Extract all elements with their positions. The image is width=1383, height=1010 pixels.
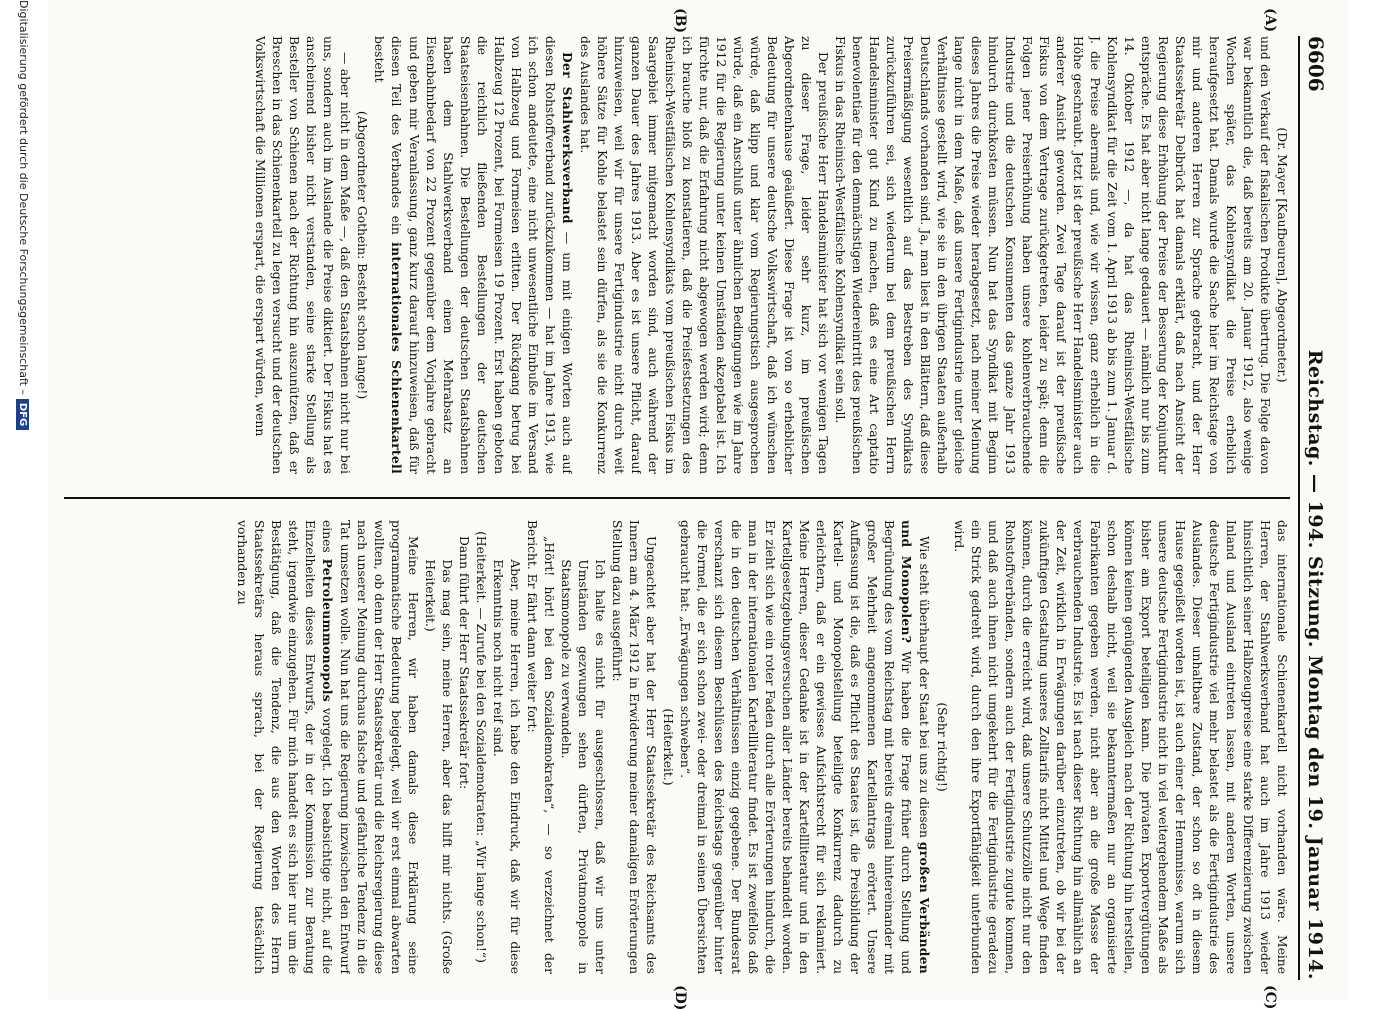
interjection: (Heiterkeit.) (661, 708, 675, 786)
paragraph: das internationale Schienenkartell nicht vorhanden wäre. Meine Herren, der Stahlwerksverband hat auch im Jahre 1913 wieder hinsichtlich seiner Halbzeugpreise eine starke Differenzierung zwischen Inland und Ausland eintreten lassen, mit anderen Worten, unsere deutsche Fertigindustrie viel mehr belastet als die Fertigindustrie des Auslandes. Dieser unhaltbare Zustand, der schon so oft in diesem Hause gegeißelt worden ist, ist auch einer der Hemmnisse, warum sich unsere deutsche Fertigindustrie nicht in viel weitergehendem Maße als bisher am Export beteiligen kann. Die privaten Exportvergütungen können keinen genügenden Ausgleich nach der Richtung hin herstellen, schon deshalb nicht, weil sie bekanntermaßen nur an organisierte Fabrikanten gegeben werden, nicht aber an die große Masse der verbrauchenden Industrie. Es ist nach dieser Richtung hin allmählich an der Zeit, wirklich in Erwägungen darüber einzutreten, ob wir bei der zukünftigen Gestaltung unseres Zolltarifs nicht Mittel und Wege finden können, durch die erreicht wird, daß unsere Schutzzölle nicht nur den Rohstoffverbänden, sondern auch der Fertigindustrie zugute kommen, und daß auch ihnen nicht umgekehrt für die Fertigindustrie geradezu ein Strick gedreht wird, durch den ihre Exportfähigkeit unterbunden wird. (952, 520, 1289, 974)
scanned-page (17, 0, 1348, 1010)
interjection: (Abgeordneter Gothein: Besteht schon lange!) (355, 110, 369, 400)
paragraph: Wie steht überhaupt der Staat bei uns zu diesen großen Verbänden und Monopolen? Wir haben die Frage früher durch Stellung und Begründung des vom Reichstag mit bereits dreimal hintereinander mit großer Mehrheit angenommenen Kartellantrags erörtert. Unsere Auffassung ist die, daß es Pflicht des Staates ist, die Preisbildung der Kartell- und Monopolstellung beteiligte Konkurrenz dadurch zu erleichtern, daß er ein gewisses Aufsichtsrecht für sich reklamiert. Meine Herren, dieser Gedanke ist in der Kartellliteratur und in den Kartellgesetzgebungsversuchen aller Länder bereits behandelt worden. Er zieht sich wie ein roter Faden durch alle Erörterungen hindurch, die man in der internationalen Kartellliteratur findet. Es ist zweifellos daß die in den deutschen Verhältnissen einzig gegebene. Der Bundesrat verschanzt sich diesem Beschlüssen des Reichstags gegenüber hinter die Formel, die er sich schon zwei- oder dreimal in seinen Übersichten gebraucht hat: „Erwägungen schweben“. (678, 520, 932, 974)
paragraph: Ungeachtet aber hat der Herr Staatssekretär des Reichsamts des Innern am 4. März 1912 in Erwiderung meiner damaligen Erörterungen Stellung dazu ausgeführt: (610, 520, 658, 974)
credit-text: Digitalisierung gefördert durch die Deutsche Forschungsgemeinschaft – (17, 0, 30, 395)
dfg-logo: DFG (16, 399, 29, 430)
paragraph: Der preußische Herr Handelsminister hat sich vor wenigen Tagen zu dieser Frage, leider sehr kurz, im preußischen Abgeordnetenhause geäußert. Diese Frage ist von so erheblicher Bedeutung für unsere deutsche Volkswirtschaft, daß ich wünschen würde, daß klipp und klar vom Regierungstisch ausgesprochen würde, daß ein Anschluß unter ähnlichen Bedingungen wie im Jahre 1912 für die Regierung unter keinen Umständen akzeptabel ist. Ich fürchte nur, daß die Erfahrung nicht abgewogen werden wird; denn ich brauche bloß zu konstatieren, daß die Preisfestsetzungen des Rheinisch-Westfälischen Kohlensyndikats vom preußischen Fiskus im Saargebiet immer mitgemacht worden sind, auch während der ganzen Dauer des Jahres 1913. Aber es ist unsere Pflicht, darauf hinzuweisen, weil wir für unsere Fertigindustrie nicht durch weit höhere Sätze für Kohle belastet sein dürfen, als sie die Konkurrenz des Auslandes hat. (578, 36, 830, 474)
bold-term: Petroleummonopols (320, 558, 335, 702)
bold-term: Der Stahlwerksverband (560, 51, 575, 224)
margin-marker-a: (A) (1262, 8, 1278, 33)
page-header (1298, 36, 1334, 980)
header-title: Reichstag. — 194. Sitzung. Montag den 19. Januar 1914. (1304, 349, 1326, 980)
interjection: (Sehr richtig!) (935, 702, 949, 792)
paragraph: und den Verkauf der fiskalischen Produkte übertrug. Die Folge davon war bekanntlich die, daß bereits am 20. Januar 1912, also wenige Wochen später, das Kohlensyndikat die Preise erheblich heraufgesetzt hat. Damals wurde die Sache hier im Reichstage von mir und anderen Herren zur Sprache gebracht, und der Herr Staatssekretär Delbrück hat damals erklärt, daß nach Ansicht der Regierung diese Erhöhung der Preise der Besserung der Konjunktur entspräche. Es hat aber nicht lange gedauert — nämlich nur bis zum 14. Oktober 1912 —, da hat das Rheinisch-Westfälische Kohlensyndikat für die Zeit vom 1. April 1913 ab bis zum 1. Januar d. J. die Preise abermals und, wie wir wissen, ganz erheblich in die Höhe geschraubt. Jetzt ist der preußische Herr Handelsminister auch anderer Ansicht geworden. Zwei Tage darauf ist der preußische Fiskus von dem Vertrage zurückgetreten, leider zu spät; denn die Folgen jener Preiserhöhung haben unsere kohlenverbrauchende Industrie und die deutschen Konsumenten das ganze Jahr 1913 hindurch durchkosten müssen. Nun hat das Syndikat mit Beginn dieses Jahres die Preise wieder herabgesetzt, nach meiner Meinung lange nicht in dem Maße, daß unsere Fertigindustrie unter gleiche Verhältnisse gestellt wird, wie sie in den übrigen Staaten außerhalb Deutschlands vorhanden sind. Ja, man liest in den Blättern, daß diese Preisermäßigung wesentlich auf das Bestreben des Syndikats zurückzuführen sei, sich wiederum bei dem preußischen Herrn Handelsminister gut Kind zu machen, daß es eine Art captatio benevolentiae für den demnächstigen Wiedereintritt des preußischen Fiskus in das Rheinisch-Westfälische Kohlensyndikat sein soll. (833, 36, 1272, 474)
margin-marker-d: (D) (672, 985, 688, 1010)
paragraph: „Hört! hört! bei den Sozialdemokraten“, — so verzeichnet der Bericht. Er fährt dann weiter fort: (525, 520, 556, 974)
quotation: Das mag sein, meine Herren, aber das hilft mir nichts. (Große Heiterkeit.) (423, 559, 454, 974)
paragraph: Dann führt der Herr Staatssekretär fort: (457, 535, 471, 790)
interjection: (Heiterkeit. — Zurufe bei den Sozialdemokraten: „Wir lange schon!“) (474, 531, 488, 963)
speaker-note: (Dr. Mayer [Kaufbeuren], Abgeordneter.) (1275, 127, 1289, 383)
paragraph: — aber nicht in dem Maße —, daß den Staatsbahnen nicht nur bei uns, sondern auch im Auslande die Preise diktiert. Der Fiskus hat es anscheinend bisher nicht verstanden, seine starke Stellung als Besteller von Schienen nach der Richtung hin auszunützen, daß er Breschen in das Schienenkartell zu legen versucht und der deutschen Volkswirtschaft die Millionen erspart, die erspart würden, wenn (253, 36, 352, 474)
right-column (64, 520, 1290, 974)
paragraph: Der Stahlwerksverband — um mit einigen Worten auch auf diesen Rohstoffverband zurückzukommen — hat im Jahre 1913, wie ich schon andeutete, eine nicht unwesentliche Einbuße im Versand von Halbzeug und Formeisen erlitten. Der Rückgang betrug bei Halbzeug 12 Prozent, bei Formeisen 19 Prozent. Erst haben geboten die reichlich fließenden Bestellungen der deutschen Staatseisenbahnen. Die Bestellungen der deutschen Staatsbahnen haben dem Stahlwerksverband einen Mehrabsatz an Eisenbahnbedarf von 22 Prozent gegenüber dem Vorjahre gebracht und geben mir Veranlassung, ganz kurz darauf hinzuweisen, daß für diesen Teil des Verbandes ein internationales Schienenkartell besteht (372, 36, 575, 474)
page-number: 6606 (1304, 36, 1328, 92)
bold-term: großen Verbänden und Monopolen? (899, 520, 932, 974)
bold-term: internationales Schienenkartell (389, 242, 404, 474)
digitization-credit (16, 0, 30, 1000)
margin-marker-b: (B) (672, 8, 688, 34)
left-column (64, 36, 1290, 474)
column-divider (64, 497, 1290, 499)
paragraph: Meine Herren, wir haben damals diese Erklärung seine programmatische Bedeutung beigelegt, weil wir erst einmal abwarten wollten, ob denn der Herr Staatssekretär und die Reichsregierung diese nach unserer Meinung durchaus falsche und gefährliche Tendenz in die Tat umsetzen wolle. Nun hat uns die Regierung inzwischen den Entwurf eines Petroleummonopols vorgelegt. Ich beabsichtige nicht, auf die Einzelheiten dieses Entwurfs, der in der Kommission zur Beratung steht, irgendwie einzugehen. Für mich handelt es sich hier nur um die Bestätigung, daß die Tendenz, die aus den Worten des Herrn Staatssekretärs heraus sprach, bei der Regierung tatsächlich vorhanden zu (235, 520, 420, 974)
quotation: Aber, meine Herren, ich habe den Eindruck, daß wir für diese Erkenntnis noch nicht reif sind. (491, 559, 522, 974)
quotation: Ich halte es nicht für ausgeschlossen, daß wir uns unter Umständen gezwungen sehen dürften, Privatmonopole in Staatsmonopole zu verwandeln. (559, 559, 607, 974)
margin-marker-c: (C) (1262, 985, 1278, 1010)
